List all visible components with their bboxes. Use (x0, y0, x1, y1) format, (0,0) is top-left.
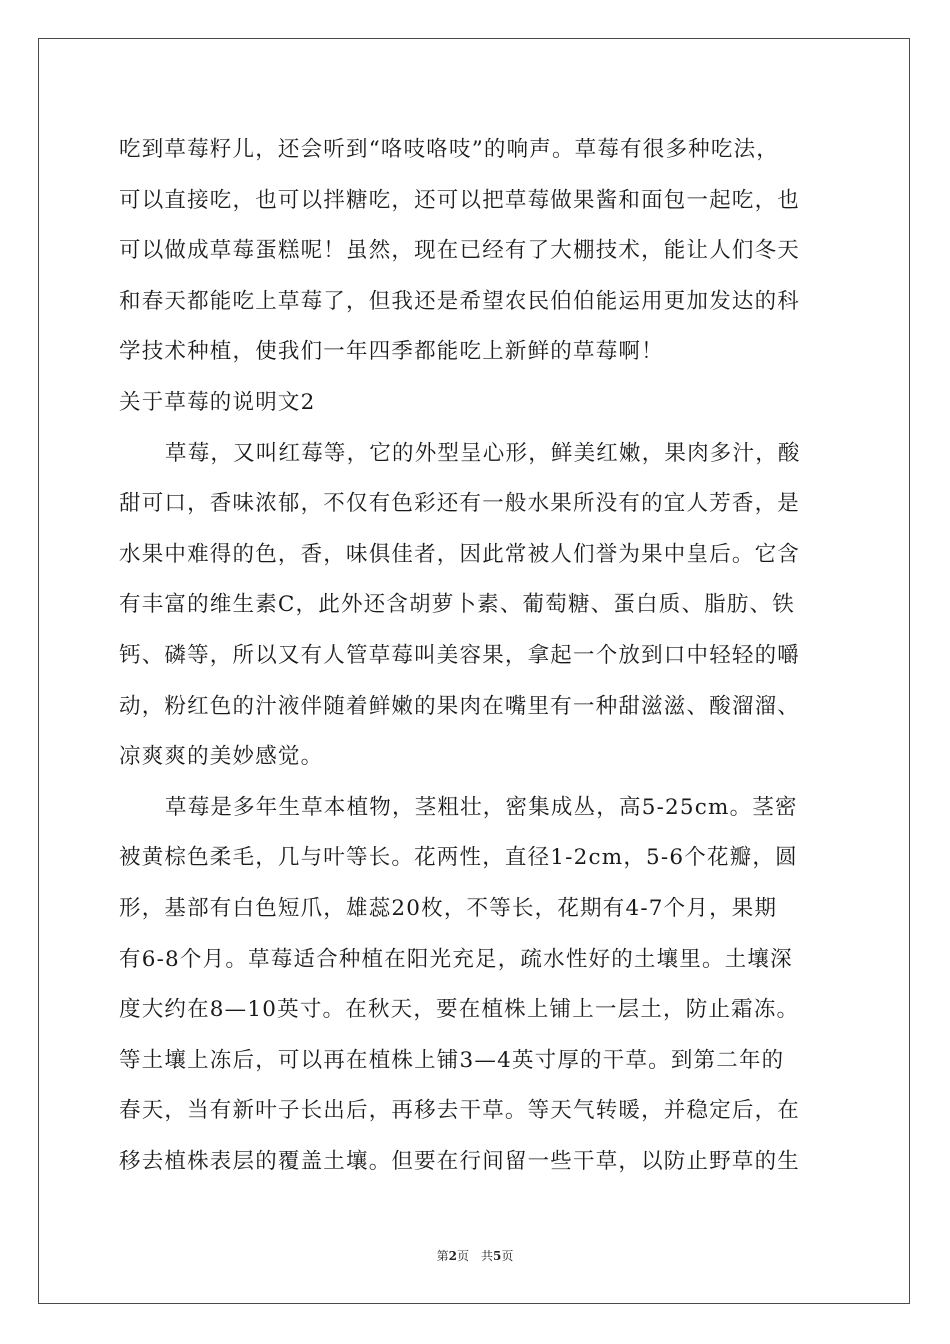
text-line: 水果中难得的色，香，味俱佳者，因此常被人们誉为果中皇后。它含 (119, 541, 801, 567)
text-line: 钙、磷等，所以又有人管草莓叫美容果，拿起一个放到口中轻轻的嚼 (119, 642, 801, 668)
text-line: 动，粉红色的汁液伴随着鲜嫩的果肉在嘴里有一种甜滋滋、酸溜溜、 (119, 693, 801, 719)
text-line: 草莓，又叫红莓等，它的外型呈心形，鲜美红嫩，果肉多汁，酸 (165, 440, 801, 466)
text-line: 移去植株表层的覆盖土壤。但要在行间留一些干草，以防止野草的生 (119, 1148, 801, 1174)
text-line: 形，基部有白色短爪，雄蕊20枚，不等长，花期有4-7个月，果期 (119, 895, 778, 921)
text-line: 甜可口，香味浓郁，不仅有色彩还有一般水果所没有的宜人芳香，是 (119, 491, 801, 517)
text-line: 被黄棕色柔毛，几与叶等长。花两性，直径1-2cm，5-6个花瓣，圆 (119, 845, 798, 871)
text-line: 有6-8个月。草莓适合种植在阳光充足，疏水性好的土壤里。土壤深 (119, 946, 793, 972)
text-line: 和春天都能吃上草莓了，但我还是希望农民伯伯能运用更加发达的科 (119, 288, 801, 314)
text-line: 可以直接吃，也可以拌糖吃，还可以把草莓做果酱和面包一起吃，也 (119, 187, 801, 213)
page-footer (0, 1247, 950, 1264)
text-line: 春天，当有新叶子长出后，再移去干草。等天气转暖，并稳定后，在 (119, 1098, 801, 1124)
text-line: 有丰富的维生素C，此外还含胡萝卜素、葡萄糖、蛋白质、脂肪、铁 (119, 592, 795, 618)
total-pages-number: 5 (493, 1249, 502, 1263)
current-page-number: 2 (448, 1249, 457, 1263)
text-line: 凉爽爽的美妙感觉。 (119, 744, 324, 770)
section-heading: 关于草莓的说明文2 (119, 389, 316, 415)
text-line: 草莓是多年生草本植物，茎粗壮，密集成丛，高5-25cm。茎密 (165, 794, 798, 820)
page-mid: 页 共 (456, 1249, 493, 1263)
text-line: 学技术种植，使我们一年四季都能吃上新鲜的草莓啊！ (119, 339, 664, 365)
document-body (119, 125, 833, 1187)
text-line: 等土壤上冻后，可以再在植株上铺3—4英寸厚的干草。到第二年的 (119, 1047, 785, 1073)
page-prefix: 第 (436, 1249, 449, 1263)
text-line: 度大约在8—10英寸。在秋天，要在植株上铺上一层土，防止霜冻。 (119, 997, 800, 1023)
text-line: 可以做成草莓蛋糕呢！虽然，现在已经有了大棚技术，能让人们冬天 (119, 238, 801, 264)
text-line: 吃到草莓籽儿，还会听到“咯吱咯吱”的响声。草莓有很多种吃法， (119, 137, 779, 162)
page-suffix: 页 (501, 1249, 514, 1263)
